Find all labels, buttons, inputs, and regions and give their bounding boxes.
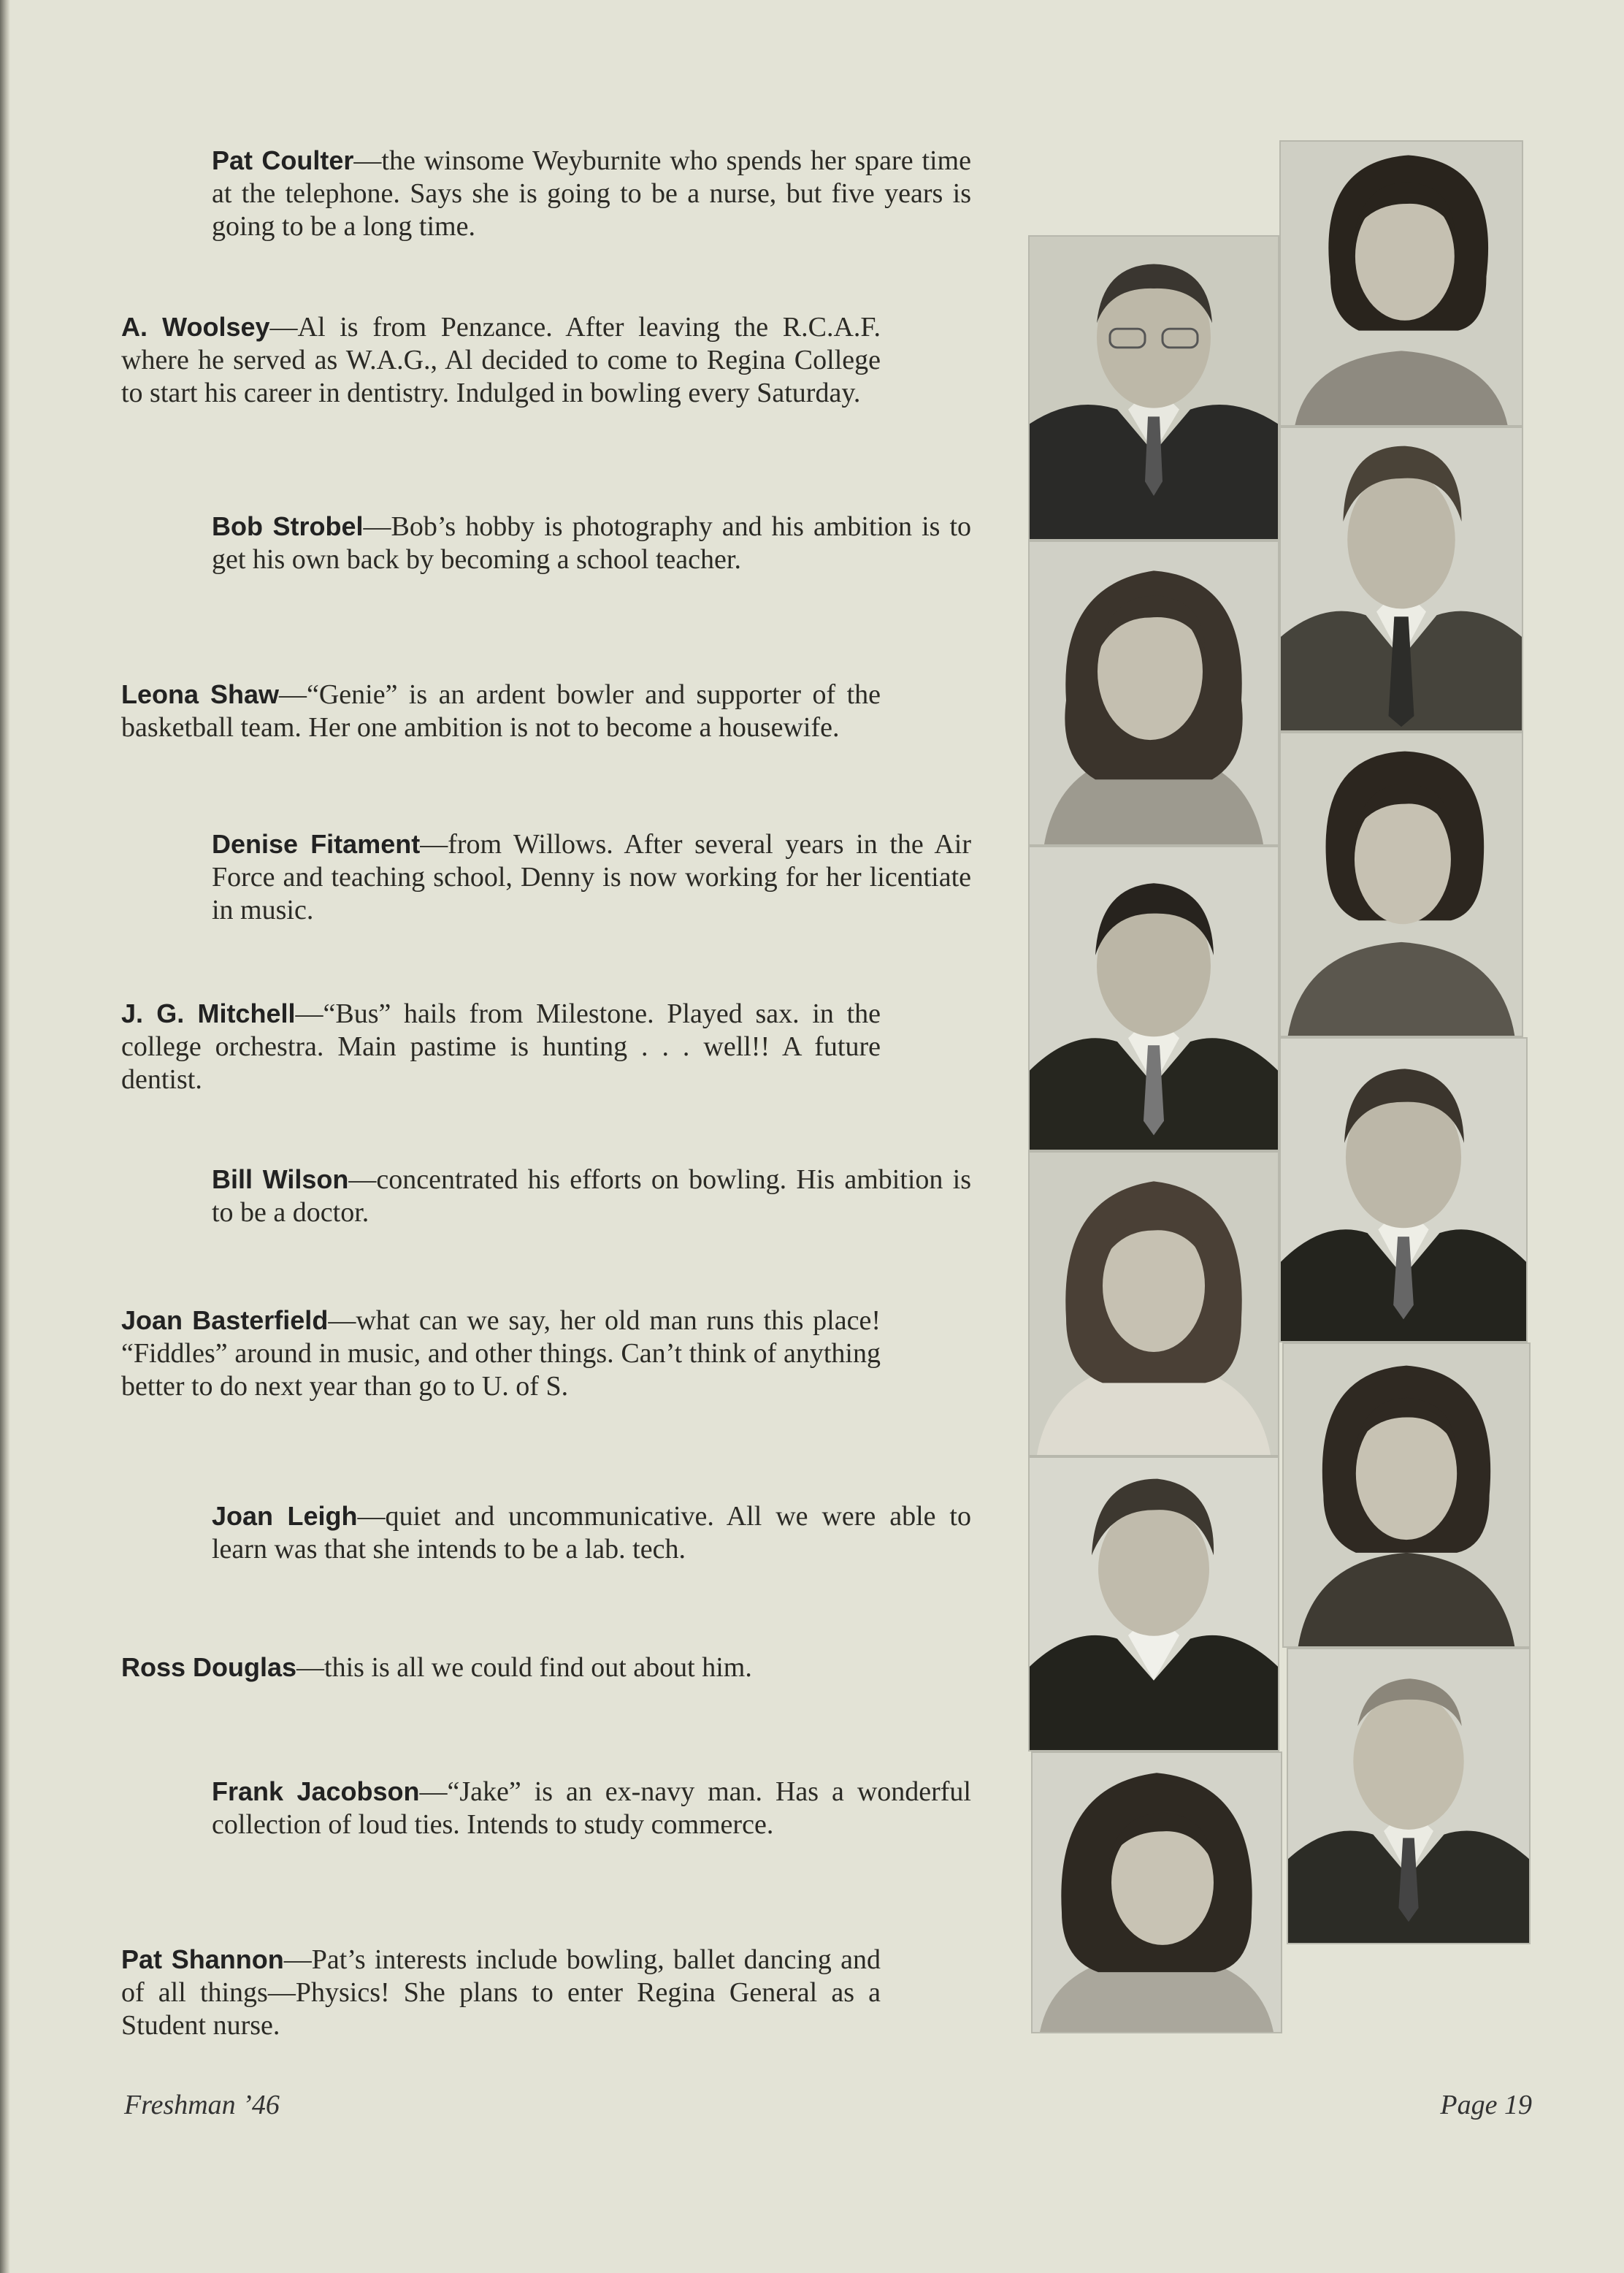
page-number: Page 19 [1440,2090,1532,2120]
entry-name: Bob Strobel [212,511,364,541]
footer-left: Freshman ’46 [124,2090,280,2120]
portrait-photo-pat-coulter [1279,140,1523,427]
page-binding-shadow [0,0,10,2273]
entry-name: J. G. Mitchell [121,998,296,1028]
portrait-photo-joan-basterfield [1028,1151,1279,1456]
entry-name: Leona Shaw [121,679,279,709]
entry-text: —this is all we could find out about him. [296,1652,752,1683]
portrait-photo-leona-shaw [1028,540,1279,846]
entry-bob-strobel [212,510,971,576]
entry-text: —Al is from Penzance. After leaving the R.C.A.F. where he served as W.A.G., Al decided to come to Regina College to start his career in dentistry. Indulged in bowling every Saturday. [121,312,881,408]
entry-text: —from Willows. After several years in the Air Force and teaching school, Denny is now working for her licentiate in music. [212,829,971,925]
portrait-photo-bill-wilson [1279,1037,1528,1342]
portrait-photo-bob-strobel [1279,427,1523,732]
entry-name: A. Woolsey [121,312,270,342]
entry-text: —“Bus” hails from Milestone. Played sax. in the college orchestra. Main pastime is hunting . . . well!! A future dentist. [121,998,881,1095]
entry-denise-fitament [212,828,971,927]
entry-joan-leigh [212,1500,971,1566]
entry-pat-coulter [212,144,971,243]
portrait-photo-pat-shannon [1031,1751,1282,2033]
entry-name: Pat Shannon [121,1944,284,1974]
entry-text: —what can we say, her old man runs this place! “Fiddles” around in music, and other things. Can’t think of anything better to do next year than go to U. of S. [121,1305,881,1402]
entry-text: —quiet and uncommunicative. All we were able to learn was that she intends to be a lab. tech. [212,1501,971,1565]
portrait-photo-ross-douglas [1028,1456,1279,1751]
entry-leona-shaw [121,678,881,744]
entry-pat-shannon [121,1943,881,2042]
entry-joan-basterfield [121,1304,881,1403]
entry-text: —“Genie” is an ardent bowler and supporter of the basketball team. Her one ambition is not to become a housewife. [121,679,881,743]
entry-a-woolsey [121,310,881,410]
entry-name: Joan Basterfield [121,1305,329,1335]
entry-name: Bill Wilson [212,1164,349,1194]
entry-ross-douglas [121,1651,881,1684]
entry-text: —concentrated his efforts on bowling. His ambition is to be a doctor. [212,1164,971,1228]
portrait-photo-frank-jacobson [1287,1648,1531,1944]
entry-frank-jacobson [212,1775,971,1841]
portrait-photo-denise-fitament [1279,732,1523,1037]
entry-text: —“Jake” is an ex-navy man. Has a wonderful collection of loud ties. Intends to study commerce. [212,1776,971,1840]
entry-text: —the winsome Weyburnite who spends her spare time at the telephone. Says she is going to be a nurse, but five years is going to be a long time. [212,145,971,242]
entry-name: Denise Fitament [212,829,421,859]
portrait-photo-mitchell [1028,846,1279,1151]
entry-name: Pat Coulter [212,145,354,175]
entry-name: Joan Leigh [212,1501,358,1531]
entry-text: —Pat’s interests include bowling, ballet dancing and of all things—Physics! She plans to enter Regina General as a Student nurse. [121,1944,881,2041]
entry-name: Ross Douglas [121,1652,297,1682]
entry-name: Frank Jacobson [212,1776,420,1806]
portrait-photo-woolsey [1028,235,1279,540]
entry-text: —Bob’s hobby is photography and his ambition is to get his own back by becoming a school teacher. [212,511,971,575]
entry-bill-wilson [212,1163,971,1229]
portrait-photo-joan-leigh [1282,1342,1531,1648]
entry-jg-mitchell [121,997,881,1096]
